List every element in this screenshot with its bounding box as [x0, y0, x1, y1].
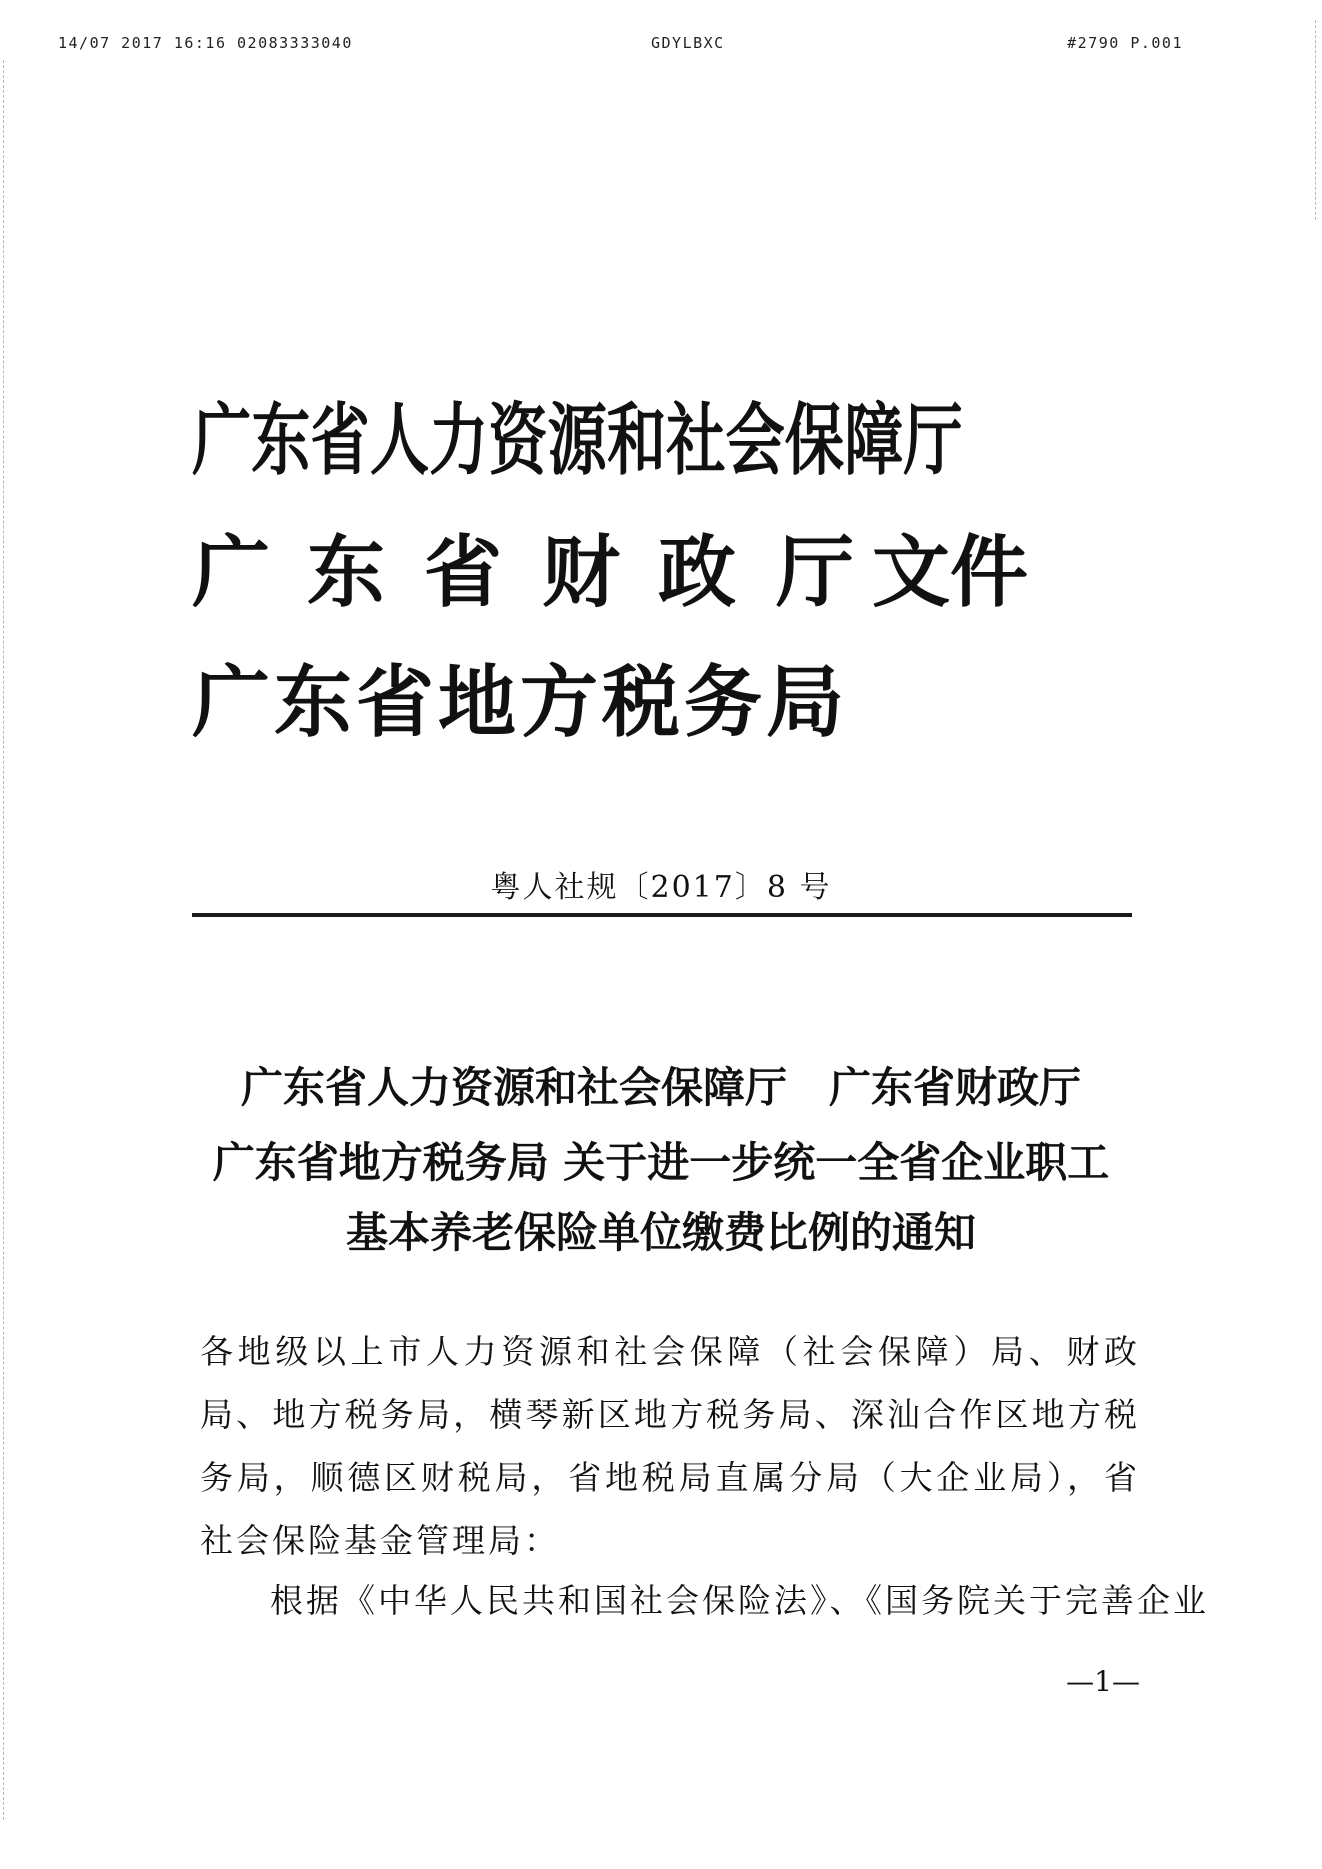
- body-paragraph-start: 根据《中华人民共和国社会保险法》、《国务院关于完善企业: [270, 1581, 1209, 1620]
- fax-station-id: GDYLBXC: [651, 34, 725, 52]
- scan-edge: [1315, 20, 1316, 220]
- issuer-line-1: 广东省人力资源和社会保障厅: [192, 395, 963, 486]
- addressee-paragraph: 各地级以上市人力资源和社会保障（社会保障）局、财政局、地方税务局，横琴新区地方税务局、深汕合作区地方税务局，顺德区财税局，省地税局直属分局（大企业局），省社会保险基金管理局：: [200, 1332, 1140, 1560]
- scan-edge: [3, 60, 4, 1820]
- issuer-char: 东: [307, 527, 386, 618]
- page-number: —1—: [1066, 1665, 1140, 1698]
- issuer-char: 局: [766, 657, 845, 748]
- header-divider: [192, 913, 1132, 917]
- title-line-1: 广东省人力资源和社会保障厅 广东省财政厅: [240, 1063, 1081, 1112]
- issuer-char: 财: [542, 527, 621, 618]
- document-number: 粤人社规〔2017〕8 号: [490, 870, 832, 905]
- issuer-char: 省: [424, 527, 503, 618]
- title-line-3: 基本养老保险单位缴费比例的通知: [345, 1208, 976, 1257]
- issuer-char: 税: [602, 657, 681, 748]
- issuer-char: 省: [356, 657, 435, 748]
- fax-header: [58, 34, 1183, 58]
- fax-page-ref: #2790 P.001: [1067, 34, 1183, 52]
- issuer-char: 务: [684, 657, 763, 748]
- issuer-char: 方: [520, 657, 599, 748]
- issuer-char: 政: [658, 527, 737, 618]
- issuer-char: 地: [438, 657, 517, 748]
- fax-datetime: 14/07 2017 16:16 02083333040: [58, 34, 353, 52]
- issuer-char: 厅: [776, 527, 855, 618]
- issuer-char: 广: [192, 527, 271, 618]
- issuer-char: 东: [274, 657, 353, 748]
- issuer-char: 广: [192, 657, 271, 748]
- title-line-2: 广东省地方税务局 关于进一步统一全省企业职工: [212, 1138, 1110, 1187]
- issuer-char: 文件: [872, 527, 1029, 618]
